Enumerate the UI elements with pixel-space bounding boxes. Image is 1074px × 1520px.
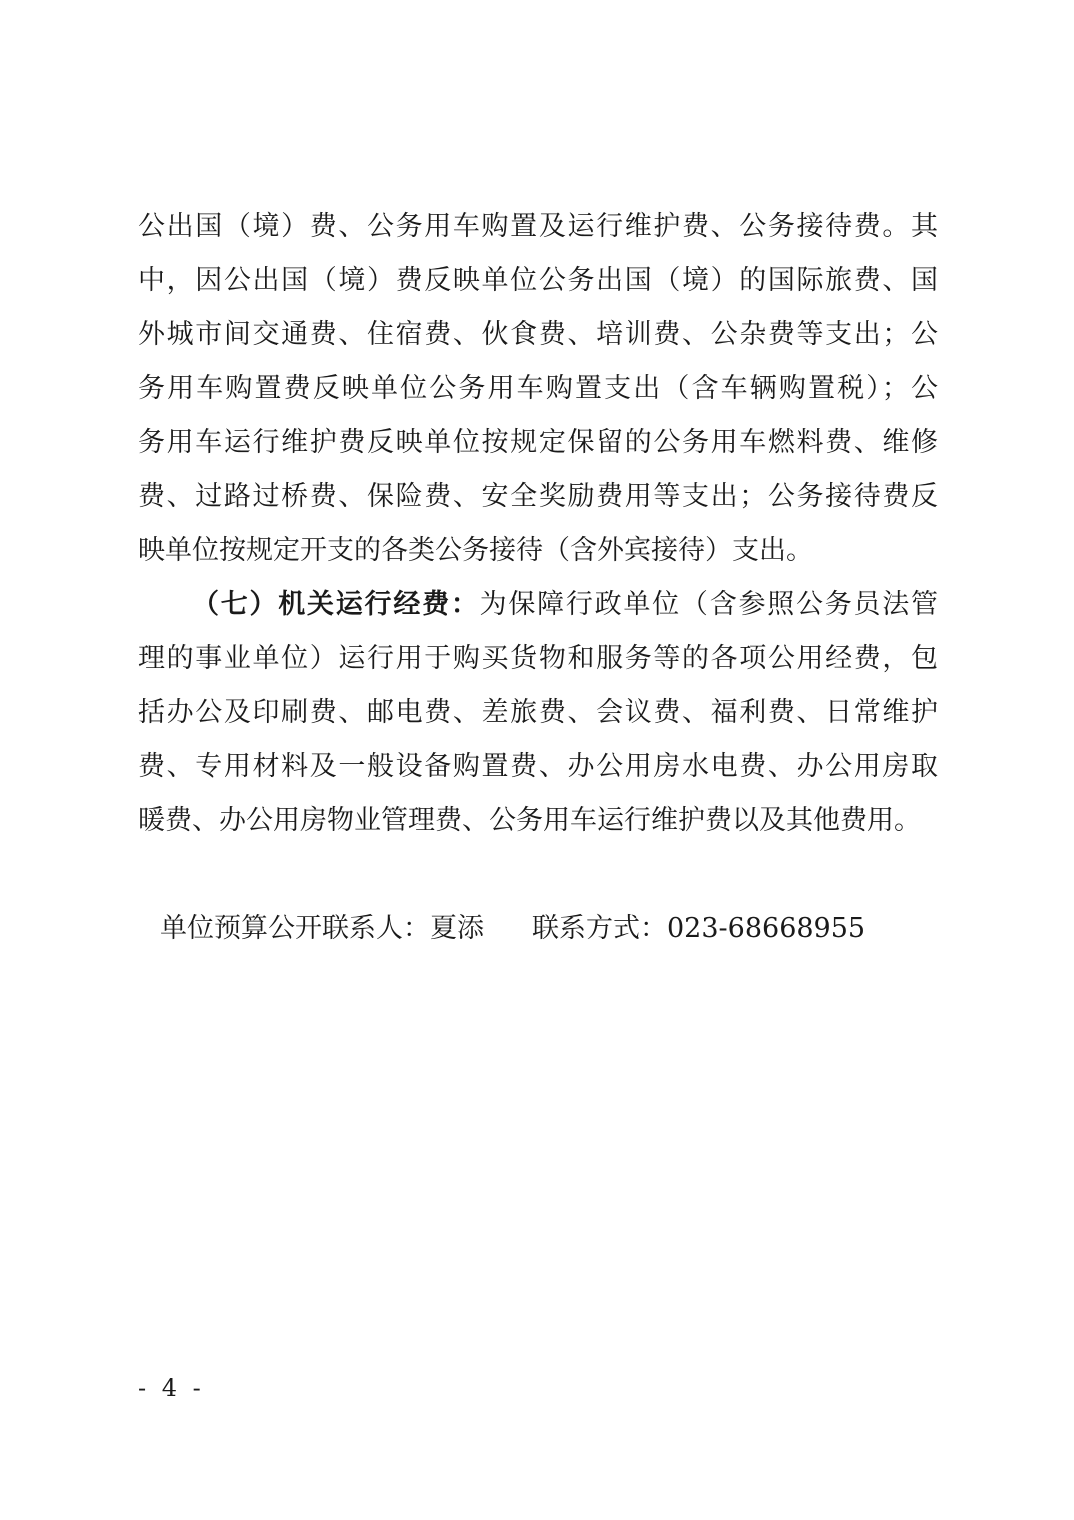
contact-method: 联系方式：023-68668955	[532, 913, 866, 944]
paragraph-line: 务用车运行维护费反映单位按规定保留的公务用车燃料费、维修	[138, 427, 938, 458]
paragraph-first-line	[138, 578, 938, 632]
paragraph-line: 费、专用材料及一般设备购置费、办公用房水电费、办公用房取	[138, 751, 938, 782]
paragraph-line: 映单位按规定开支的各类公务接待（含外宾接待）支出。	[138, 535, 813, 566]
paragraph-text: 为保障行政单位（含参照公务员法管	[479, 589, 938, 620]
paragraph-line: 务用车购置费反映单位公务用车购置支出（含车辆购置税）；公	[138, 373, 938, 404]
paragraph-line: 费、过路过桥费、保险费、安全奖励费用等支出；公务接待费反	[138, 481, 938, 512]
page-number: - 4 -	[138, 1374, 205, 1402]
paragraph-line: 中，因公出国（境）费反映单位公务出国（境）的国际旅费、国	[138, 265, 938, 296]
contact-person: 单位预算公开联系人：夏添	[160, 913, 484, 944]
paragraph-operating-expenses	[138, 578, 938, 848]
contact-info	[160, 902, 865, 956]
paragraph-line: 外城市间交通费、住宿费、伙食费、培训费、公杂费等支出；公	[138, 319, 938, 350]
paragraph-line: 暖费、办公用房物业管理费、公务用车运行维护费以及其他费用。	[138, 805, 921, 836]
paragraph-line: 理的事业单位）运行用于购买货物和服务等的各项公用经费，包	[138, 643, 938, 674]
paragraph-public-expenses	[138, 200, 938, 578]
section-heading: （七）机关运行经费：	[192, 589, 480, 620]
body-text	[138, 200, 938, 848]
paragraph-line: 公出国（境）费、公务用车购置及运行维护费、公务接待费。其	[138, 211, 938, 242]
paragraph-line: 括办公及印刷费、邮电费、差旅费、会议费、福利费、日常维护	[138, 697, 938, 728]
